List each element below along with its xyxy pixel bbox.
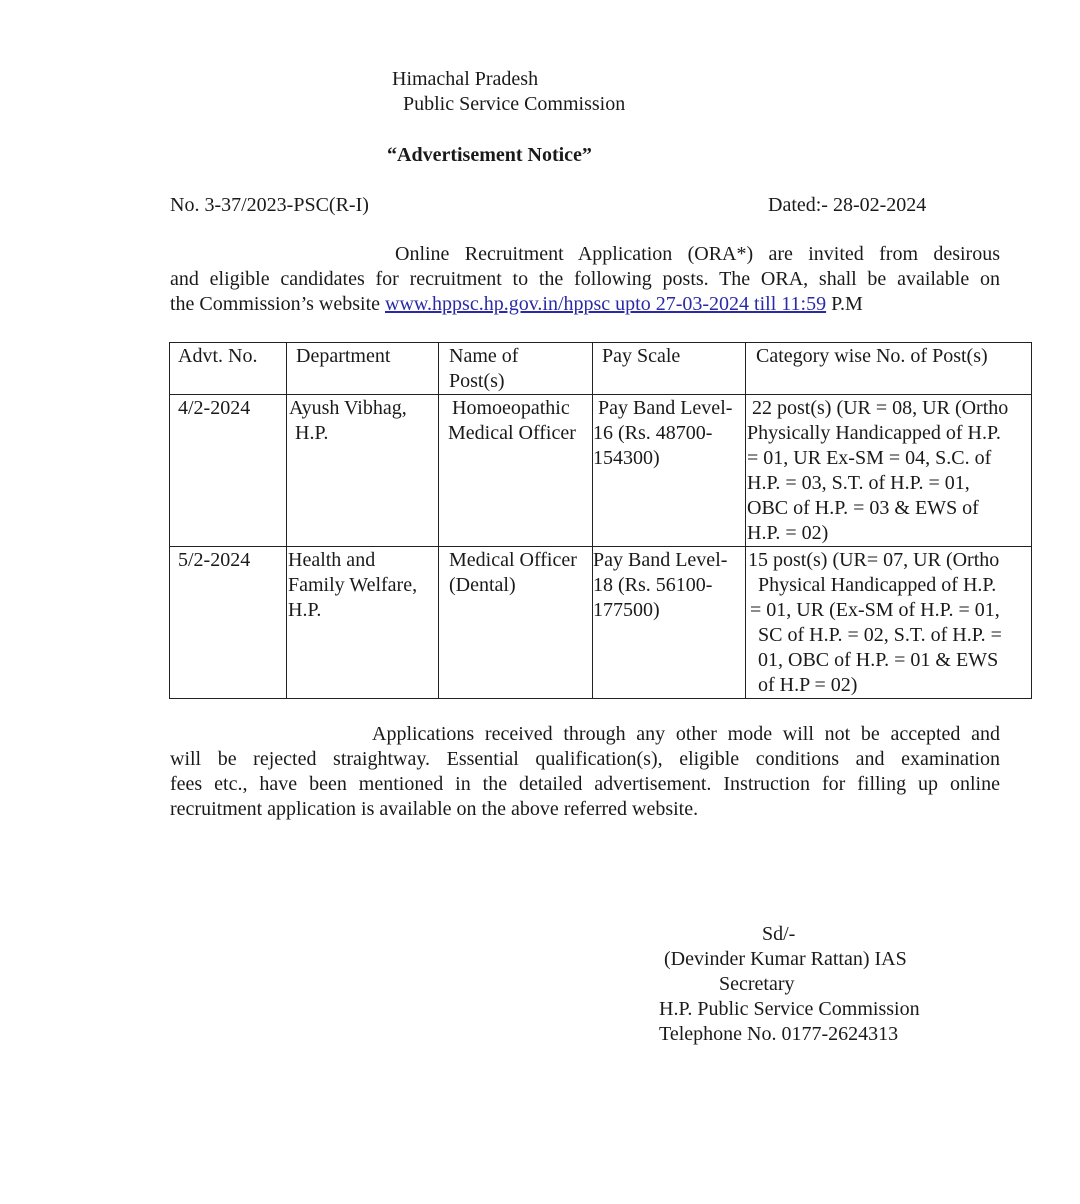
closing-paragraph [170,722,1000,822]
header-cell: Pay Scale [593,343,746,395]
notice-title: “Advertisement Notice” [387,144,592,166]
closing-line-4: recruitment application is available on the above referred website. [170,798,699,820]
header-cell: Advt. No. [170,343,287,395]
pay-scale-cell: Pay Band Level- 18 (Rs. 56100- 177500) [593,547,746,699]
header-cell: Category wise No. of Post(s) [746,343,1032,395]
closing-line-3: fees etc., have been mentioned in the detailed advertisement. Instruction for filling up online [170,773,1000,795]
intro-line-1: Online Recruitment Application (ORA*) are invited from desirous [395,243,1000,265]
intro-line-3 [170,292,1000,317]
posts-table [169,342,1032,699]
category-cell: 15 post(s) (UR= 07, UR (Ortho Physical Handicapped of H.P. = 01, UR (Ex-SM of H.P. = 01, SC of H.P. = 02, S.T. of H.P. = 01, OBC of H.P. = 01 & EWS of H.P = 02) [746,547,1032,699]
advt-no-cell: 4/2-2024 [170,395,287,547]
signature-sd: Sd/- [762,923,796,945]
intro-line-3-prefix: the Commission’s website [170,293,385,315]
website-link[interactable]: www.hppsc.hp.gov.in/hppsc upto 27-03-2024 till 11:59 [385,293,827,315]
signatory-telephone: Telephone No. 0177-2624313 [659,1023,899,1045]
table-row [170,547,1032,699]
intro-paragraph [170,242,1000,317]
dated: Dated:- 28-02-2024 [768,194,927,216]
advt-no-cell: 5/2-2024 [170,547,287,699]
header-cell: Department [287,343,439,395]
post-cell: Medical Officer (Dental) [439,547,593,699]
header-cell: Name of Post(s) [439,343,593,395]
intro-line-3-suffix: P.M [826,293,863,315]
closing-line-1: Applications received through any other mode will not be accepted and [372,723,1000,745]
post-cell: Homoeopathic Medical Officer [439,395,593,547]
reference-number: No. 3-37/2023-PSC(R-I) [170,194,369,216]
signatory-designation: Secretary [719,973,795,995]
header-line-1: Himachal Pradesh [392,68,539,90]
department-cell: Health and Family Welfare, H.P. [287,547,439,699]
header-line-2: Public Service Commission [403,93,626,115]
table-row [170,395,1032,547]
signatory-name: (Devinder Kumar Rattan) IAS [664,948,907,970]
department-cell: Ayush Vibhag, H.P. [287,395,439,547]
intro-line-2: and eligible candidates for recruitment to the following posts. The ORA, shall be available on [170,268,1000,290]
pay-scale-cell: Pay Band Level- 16 (Rs. 48700- 154300) [593,395,746,547]
category-cell: 22 post(s) (UR = 08, UR (Ortho Physically Handicapped of H.P. = 01, UR Ex-SM = 04, S.C. of H.P. = 03, S.T. of H.P. = 01, OBC of H.P. = 03 & EWS of H.P. = 02) [746,395,1032,547]
signatory-office: H.P. Public Service Commission [659,998,920,1020]
closing-line-2: will be rejected straightway. Essential qualification(s), eligible conditions and examination [170,748,1000,770]
table-header-row [170,343,1032,395]
